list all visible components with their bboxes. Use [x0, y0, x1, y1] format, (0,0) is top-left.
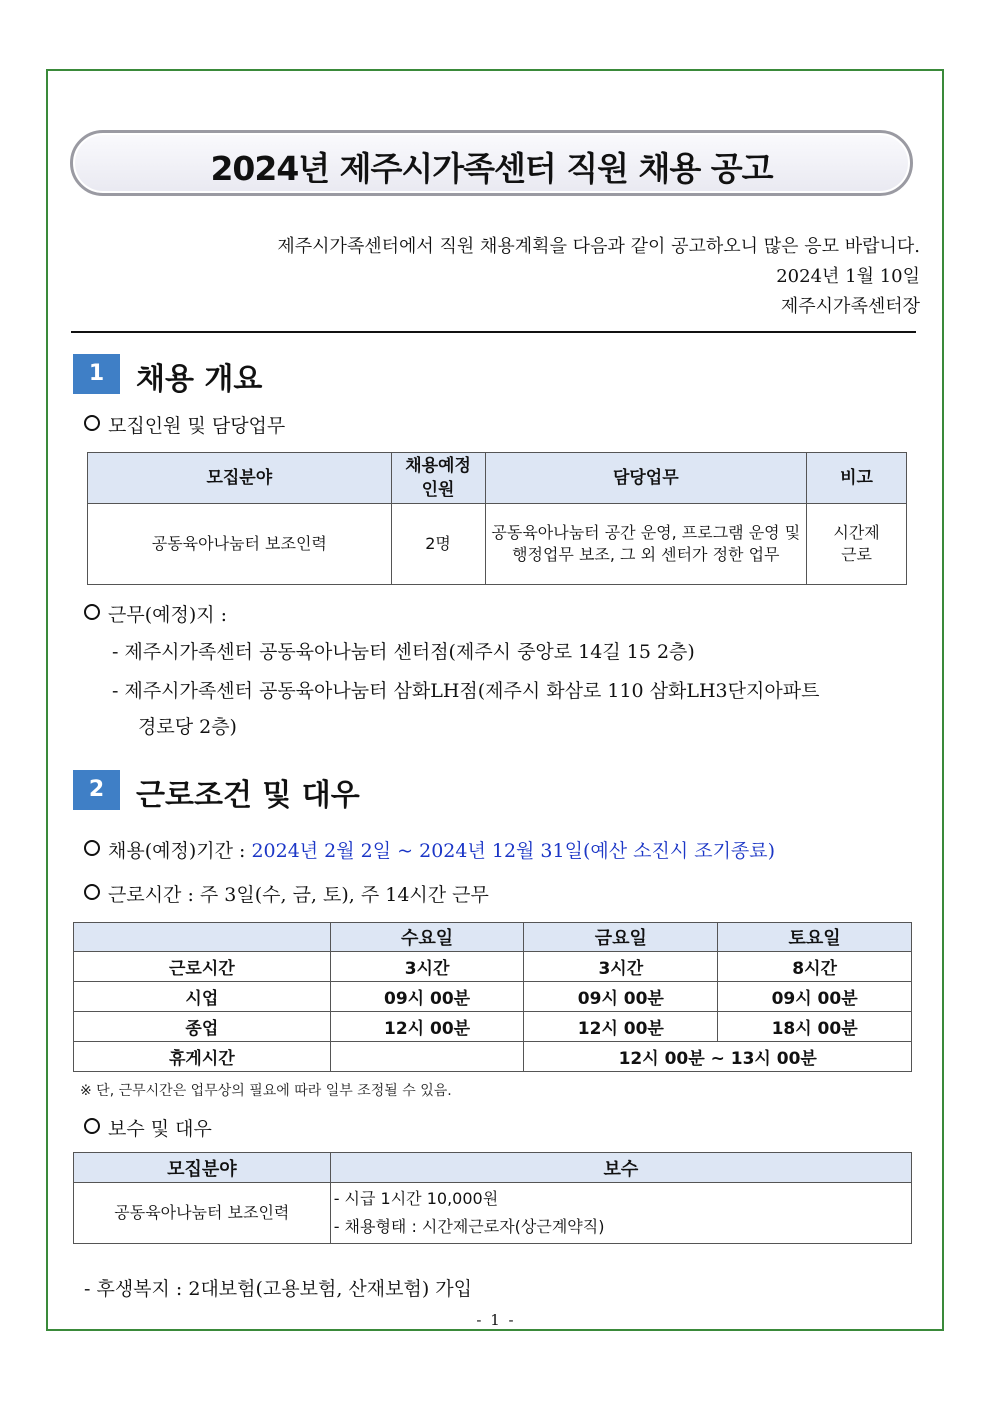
recruit-heading: 모집인원 및 담당업무 [84, 411, 285, 438]
section-1-number: 1 [73, 354, 120, 394]
header-field: 모집분야 [88, 453, 392, 504]
section-2-number: 2 [73, 770, 120, 810]
period-value: 2024년 2월 2일 ~ 2024년 12월 31일(예산 소진시 조기종료) [251, 840, 776, 862]
header-fri: 금요일 [524, 923, 718, 952]
header-note: 비고 [807, 453, 907, 504]
cell-count: 2명 [391, 504, 485, 585]
header-wed: 수요일 [330, 923, 524, 952]
header-pay: 보수 [330, 1153, 911, 1183]
circle-bullet-icon [84, 604, 100, 620]
pay-table [73, 1152, 912, 1244]
circle-bullet-icon [84, 1118, 100, 1134]
cell-field: 공동육아나눔터 보조인력 [74, 1183, 331, 1244]
header-count: 채용예정 인원 [391, 453, 485, 504]
pay-line-2: - 채용형태 : 시간제근로자(상근계약직) [333, 1217, 605, 1236]
cell-value: 09시 00분 [718, 982, 912, 1012]
page-number: - 1 - [476, 1311, 516, 1329]
cell-value: 09시 00분 [524, 982, 718, 1012]
header-duty: 담당업무 [485, 453, 807, 504]
cell-empty [330, 1042, 524, 1072]
schedule-note: ※ 단, 근무시간은 업무상의 필요에 따라 일부 조정될 수 있음. [80, 1083, 452, 1099]
table-row [74, 952, 912, 982]
cell-pay [330, 1183, 911, 1244]
hours-line: 근로시간 : 주 3일(수, 금, 토), 주 14시간 근무 [84, 880, 489, 907]
circle-bullet-icon [84, 840, 100, 856]
cell-duty: 공동육아나눔터 공간 운영, 프로그램 운영 및 행정업무 보조, 그 외 센터가 정한 업무 [485, 504, 807, 585]
intro-signer: 제주시가족센터장 [780, 296, 920, 317]
circle-bullet-icon [84, 415, 100, 431]
intro-text: 제주시가족센터에서 직원 채용계획을 다음과 같이 공고하오니 많은 응모 바랍니다. [277, 236, 920, 257]
workplace-item-2: - 제주시가족센터 공동육아나눔터 삼화LH점(제주시 화삼로 110 삼화LH3단지아파트 [112, 680, 820, 702]
welfare-line: - 후생복지 : 2대보험(고용보험, 산재보험) 가입 [84, 1278, 472, 1300]
pay-line-1: - 시급 1시간 10,000원 [333, 1189, 499, 1208]
pay-heading: 보수 및 대우 [84, 1114, 212, 1141]
cell-value: 18시 00분 [718, 1012, 912, 1042]
table-row [74, 1183, 912, 1244]
cell-value: 3시간 [330, 952, 524, 982]
table-row [74, 1012, 912, 1042]
workplace-item-1: - 제주시가족센터 공동육아나눔터 센터점(제주시 중앙로 14길 15 2층) [112, 641, 695, 663]
cell-value: 12시 00분 [524, 1012, 718, 1042]
cell-value: 8시간 [718, 952, 912, 982]
workplace-item-2-cont: 경로당 2층) [138, 716, 237, 738]
section-1-title: 채용 개요 [136, 362, 263, 397]
row-label: 시업 [74, 982, 331, 1012]
table-row [74, 982, 912, 1012]
period-line: 채용(예정)기간 : 2024년 2월 2일 ~ 2024년 12월 31일(예산 소진시 조기종료) [84, 836, 775, 863]
title-banner [70, 130, 913, 196]
table-row [74, 1042, 912, 1072]
table-row [88, 504, 907, 585]
cell-field: 공동육아나눔터 보조인력 [88, 504, 392, 585]
row-label: 종업 [74, 1012, 331, 1042]
workplace-heading: 근무(예정)지 : [84, 600, 227, 627]
row-label: 휴게시간 [74, 1042, 331, 1072]
cell-value: 3시간 [524, 952, 718, 982]
header-field: 모집분야 [74, 1153, 331, 1183]
intro-date: 2024년 1월 10일 [776, 266, 920, 287]
header-sat: 토요일 [718, 923, 912, 952]
break-value: 12시 00분 ~ 13시 00분 [524, 1042, 912, 1072]
recruit-table [87, 452, 907, 585]
divider [71, 331, 916, 333]
cell-value: 09시 00분 [330, 982, 524, 1012]
header-empty [74, 923, 331, 952]
cell-note: 시간제 근로 [807, 504, 907, 585]
schedule-table [73, 922, 912, 1072]
circle-bullet-icon [84, 884, 100, 900]
section-2-title: 근로조건 및 대우 [136, 778, 360, 813]
page-title: 2024년 제주시가족센터 직원 채용 공고 [210, 149, 773, 188]
row-label: 근로시간 [74, 952, 331, 982]
cell-value: 12시 00분 [330, 1012, 524, 1042]
